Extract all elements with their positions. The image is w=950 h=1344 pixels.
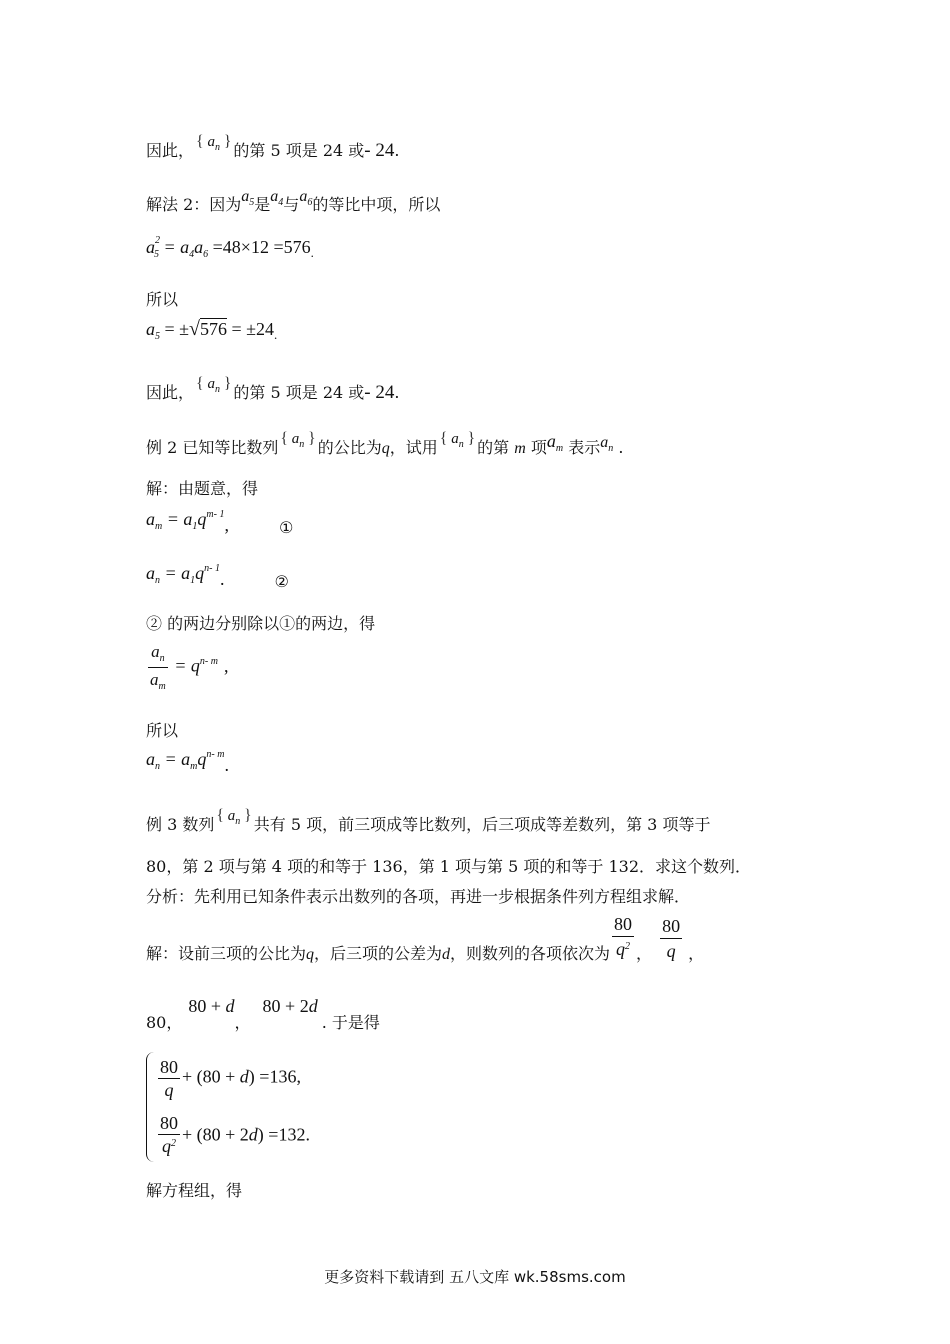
solution-line: 解：设前三项的公比为q，后三项的公差为d，则数列的各项依次为 $\frac{80}{q^2}$ ， $\frac{80}{q}$ ， [146, 914, 705, 963]
line-6: 因此， { $a_n$ } 的第 5 项是 24 或- 24. [146, 375, 400, 403]
line-1: 因此， { $a_n$ } 的第 5 项是 24 或- 24. [146, 133, 400, 161]
footer-link[interactable]: 更多资料下载请到 五八文库 wk.58sms.com [324, 1268, 626, 1286]
line-13: 所以 [146, 721, 179, 740]
system-brace [146, 1052, 155, 1162]
equation-2: $a_n = a_1q^{n- 1}$. ② [146, 563, 289, 591]
line-11: ② 的两边分别除以①的两边，得 [146, 614, 376, 633]
example-2: 例 2 已知等比数列 { $a_n$ } 的公比为q，试用 { $a_n$ } 的第 m 项$a_m$ 表示$a_n$ . [146, 430, 624, 457]
line-16: 80，第 2 项与第 4 项的和等于 136，第 1 项与第 5 项的和等于 132．求这个数列． [146, 857, 752, 876]
solution-intro: 解：由题意，得 [146, 479, 259, 498]
example-3: 例 3 数列 { $a_n$ } 共有 5 项，前三项成等比数列，后三项成等差数列，第 3 项等于 [146, 807, 711, 834]
line-20: 解方程组，得 [146, 1181, 243, 1200]
analysis: 分析：先利用已知条件表示出数列的各项，再进一步根据条件列方程组求解． [146, 887, 691, 906]
system-row-2: $\frac{80}{q^2}$ + (80 + 2d) =132. [156, 1112, 310, 1161]
system-row-1: $\frac{80}{q}$ + (80 + d) =136, [160, 1057, 301, 1100]
line-2: 解法 2：因为$a_5$是$a_4$与$a_6$的等比中项，所以 [146, 188, 441, 214]
equation-a5: $a_5 = \pm√576 = \pm 24_.$ [146, 318, 278, 342]
sequence-an: { $a_n$ } [196, 133, 232, 153]
sequence-an: { $a_n$ } [196, 375, 232, 395]
line-4: 所以 [146, 290, 179, 309]
equation-1: $a_m = a_1q^{m- 1}$, ① [146, 509, 294, 537]
line-19: 80，80 + d，80 + 2d. 于是得 [146, 996, 380, 1032]
equation-ratio: $\frac{a_n}{a_m}$ = $q^{n- m}$ , [146, 640, 228, 695]
equation-a5-squared: $a^2_5 = a_4a_6 =48\times 12 =576_.$ [146, 235, 314, 260]
equation-an: $a_n = a_mq^{n- m}$. [146, 749, 229, 775]
